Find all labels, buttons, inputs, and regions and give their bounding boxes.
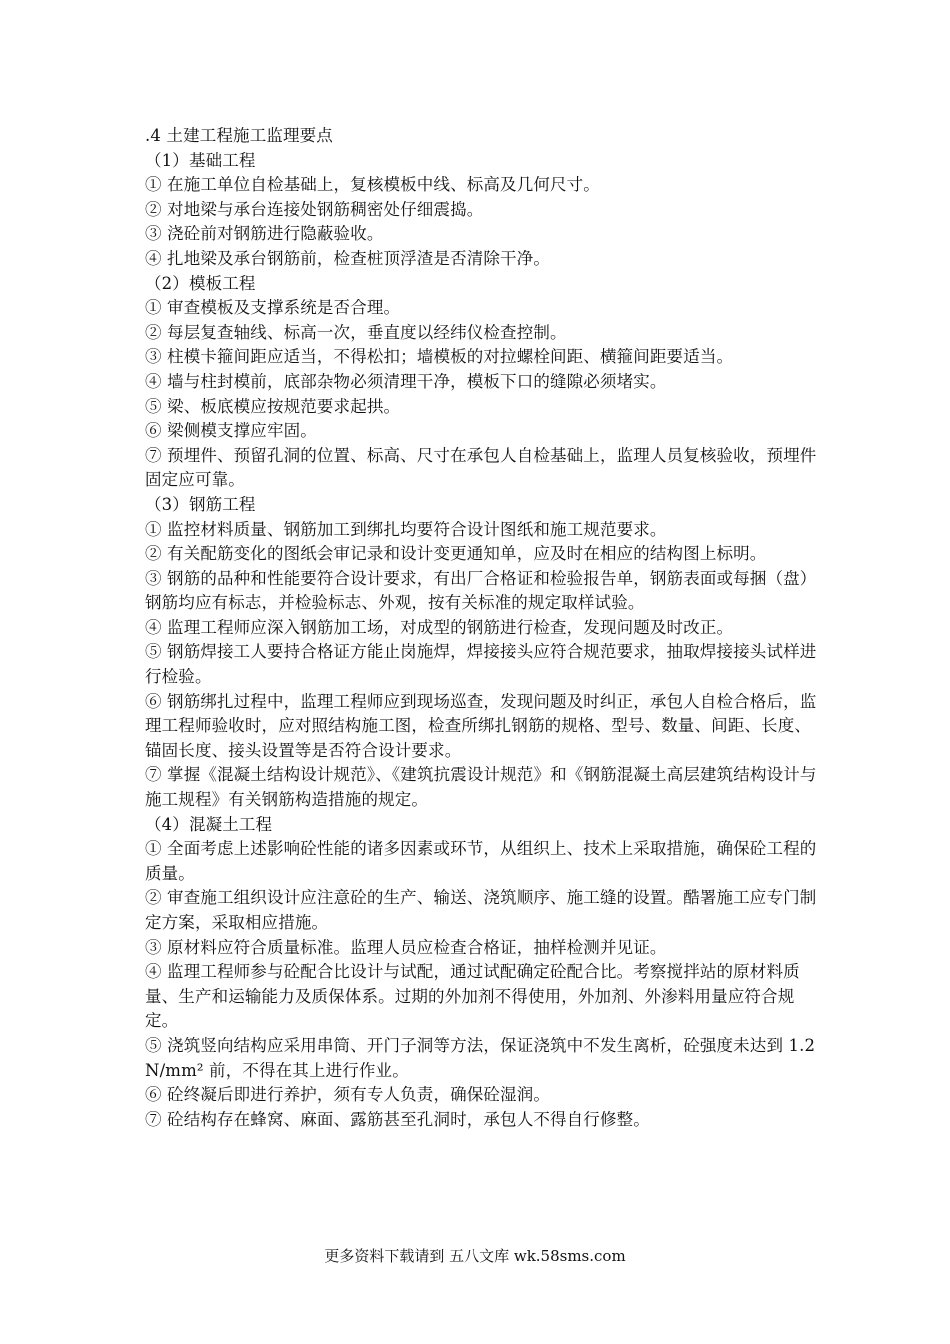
- list-item: ③ 钢筋的品种和性能要符合设计要求，有出厂合格证和检验报告单，钢筋表面或每捆（盘）钢筋均应有标志，并检验标志、外观，按有关标准的规定取样试验。: [145, 568, 817, 613]
- list-item: ⑥ 梁侧模支撑应牢固。: [145, 421, 317, 441]
- list-item: ⑥ 钢筋绑扎过程中，监理工程师应到现场巡查，发现问题及时纠正，承包人自检合格后，监理工程师验收时，应对照结构施工图，检查所绑扎钢筋的规格、型号、数量、间距、长度、锚固长度、接头设置等是否符合设计要求。: [145, 691, 817, 760]
- list-item: ② 每层复查轴线、标高一次，垂直度以经纬仪检查控制。: [145, 322, 567, 342]
- section-heading-foundation: （1）基础工程: [145, 150, 256, 170]
- list-item: ④ 监理工程师参与砼配合比设计与试配，通过试配确定砼配合比。考察搅拌站的原材料质量、生产和运输能力及质保体系。过期的外加剂不得使用，外加剂、外渗料用量应符合规定。: [145, 962, 800, 1031]
- list-item: ③ 浇砼前对钢筋进行隐蔽验收。: [145, 224, 384, 244]
- list-item: ⑤ 梁、板底模应按规范要求起拱。: [145, 396, 401, 416]
- document-body: [145, 124, 817, 1132]
- list-item: ① 监控材料质量、钢筋加工到绑扎均要符合设计图纸和施工规范要求。: [145, 519, 667, 539]
- list-item: ③ 柱模卡箍间距应适当，不得松扣；墙模板的对拉螺栓间距、横箍间距要适当。: [145, 347, 734, 367]
- list-item: ⑤ 钢筋焊接工人要持合格证方能止岗施焊，焊接接头应符合规范要求，抽取焊接接头试样进行检验。: [145, 642, 817, 687]
- document-title: .4 土建工程施工监理要点: [145, 126, 333, 145]
- section-heading-concrete: （4）混凝土工程: [145, 814, 273, 834]
- section-heading-formwork: （2）模板工程: [145, 273, 256, 293]
- list-item: ④ 监理工程师应深入钢筋加工场，对成型的钢筋进行检查，发现问题及时改正。: [145, 617, 734, 637]
- list-item: ① 全面考虑上述影响砼性能的诸多因素或环节，从组织上、技术上采取措施，确保砼工程的质量。: [145, 839, 817, 883]
- list-item: ④ 墙与柱封模前，底部杂物必须清理干净，模板下口的缝隙必须堵实。: [145, 371, 667, 391]
- list-item: ⑦ 预埋件、预留孔洞的位置、标高、尺寸在承包人自检基础上，监理人员复核验收，预埋件固定应可靠。: [145, 445, 817, 490]
- list-item: ① 在施工单位自检基础上，复核模板中线、标高及几何尺寸。: [145, 175, 600, 195]
- list-item: ④ 扎地梁及承台钢筋前，检查桩顶浮渣是否清除干净。: [145, 248, 550, 268]
- section-heading-rebar: （3）钢筋工程: [145, 494, 256, 514]
- list-item: ⑦ 砼结构存在蜂窝、麻面、露筋甚至孔洞时，承包人不得自行修整。: [145, 1109, 650, 1129]
- list-item: ⑤ 浇筑竖向结构应采用串筒、开门子洞等方法，保证浇筑中不发生离析，砼强度未达到 1.2N/mm² 前，不得在其上进行作业。: [145, 1035, 816, 1080]
- list-item: ② 有关配筋变化的图纸会审记录和设计变更通知单，应及时在相应的结构图上标明。: [145, 544, 767, 564]
- footer-download-note: 更多资料下载请到 五八文库 wk.58sms.com: [324, 1247, 626, 1265]
- list-item: ② 对地梁与承台连接处钢筋稠密处仔细震捣。: [145, 199, 484, 219]
- list-item: ⑥ 砼终凝后即进行养护，须有专人负责，确保砼湿润。: [145, 1085, 550, 1105]
- list-item: ① 审查模板及支撑系统是否合理。: [145, 298, 401, 318]
- list-item: ⑦ 掌握《混凝土结构设计规范》、《建筑抗震设计规范》和《钢筋混凝土高层建筑结构设计与施工规程》有关钢筋构造措施的规定。: [145, 765, 817, 810]
- list-item: ② 审查施工组织设计应注意砼的生产、输送、浇筑顺序、施工缝的设置。酷署施工应专门制定方案，采取相应措施。: [145, 888, 817, 932]
- list-item: ③ 原材料应符合质量标准。监理人员应检查合格证，抽样检测并见证。: [145, 937, 667, 957]
